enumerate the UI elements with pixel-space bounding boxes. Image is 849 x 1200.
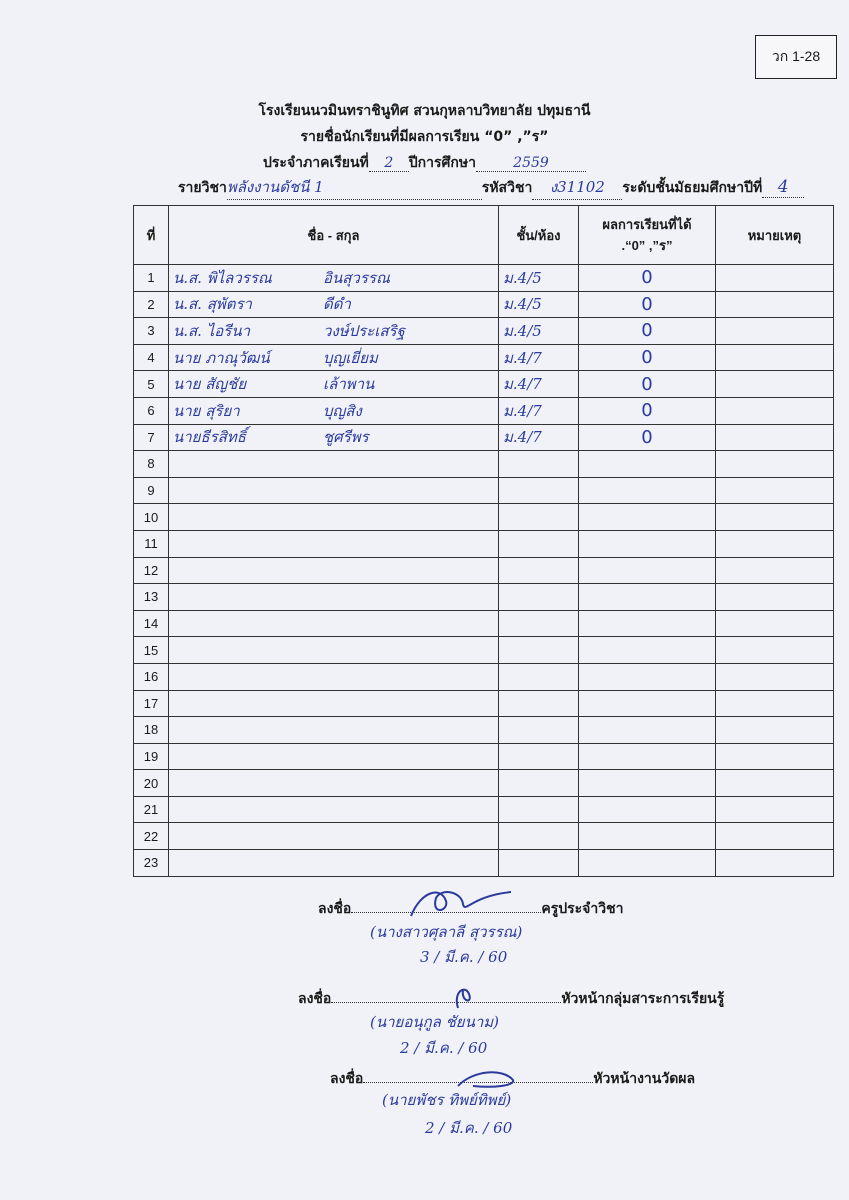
table-header-row xyxy=(134,206,834,265)
row-name xyxy=(169,291,499,318)
row-last-name: ชูศรีพร xyxy=(323,428,369,447)
row-remark xyxy=(716,371,834,398)
row-class xyxy=(499,717,579,744)
row-remark xyxy=(716,823,834,850)
header-result-sub: .“0” ,”ร” xyxy=(621,238,673,253)
row-grade xyxy=(579,637,716,664)
row-no: 5 xyxy=(134,371,169,398)
row-last-name: ดีดำ xyxy=(323,295,351,314)
row-no: 13 xyxy=(134,584,169,611)
sig2-role: หัวหน้ากลุ่มสาระการเรียนรู้ xyxy=(561,990,725,1006)
row-no: 19 xyxy=(134,743,169,770)
row-remark xyxy=(716,796,834,823)
row-class: ม.4/5 xyxy=(499,265,579,292)
header-result xyxy=(579,206,716,265)
sig1-role: ครูประจำวิชา xyxy=(541,900,624,916)
row-class xyxy=(499,770,579,797)
row-last-name: บุญสิง xyxy=(323,401,362,420)
table-row xyxy=(134,717,834,744)
row-no: 12 xyxy=(134,557,169,584)
row-class xyxy=(499,530,579,557)
row-remark xyxy=(716,265,834,292)
subject-code-value: ง31102 xyxy=(532,175,622,200)
header-result-label: ผลการเรียนที่ได้ xyxy=(602,217,692,232)
sig1-date: 3 / มี.ค. / 60 xyxy=(420,948,508,966)
table-row xyxy=(134,770,834,797)
row-grade xyxy=(579,717,716,744)
row-no: 21 xyxy=(134,796,169,823)
row-first-name: น.ส. สุพัตรา xyxy=(173,295,252,314)
row-class xyxy=(499,743,579,770)
school-title: โรงเรียนนวมินทราชินูทิศ สวนกุหลาบวิทยาลัย ปทุมธานี xyxy=(258,103,591,119)
year-label: ปีการศึกษา xyxy=(408,155,476,171)
row-grade: 0 xyxy=(579,371,716,398)
row-class xyxy=(499,796,579,823)
subject-value: พลังงานดัชนี 1 xyxy=(227,175,482,200)
row-class xyxy=(499,823,579,850)
row-no: 9 xyxy=(134,477,169,504)
table-row xyxy=(134,265,834,292)
table-row xyxy=(134,557,834,584)
row-class xyxy=(499,663,579,690)
table-row xyxy=(134,584,834,611)
row-remark xyxy=(716,663,834,690)
row-name xyxy=(169,371,499,398)
row-grade xyxy=(579,690,716,717)
table-row xyxy=(134,451,834,478)
row-remark xyxy=(716,530,834,557)
row-grade xyxy=(579,823,716,850)
row-grade xyxy=(579,557,716,584)
sig2-label: ลงชื่อ xyxy=(298,990,332,1006)
table-row xyxy=(134,743,834,770)
row-first-name: นาย ภาณุวัฒน์ xyxy=(173,348,270,367)
sig3-name: (นายพัชร ทิพย์ทิพย์) xyxy=(382,1091,512,1109)
table-row xyxy=(134,424,834,451)
row-name xyxy=(169,637,499,664)
row-name xyxy=(169,451,499,478)
row-grade: 0 xyxy=(579,424,716,451)
row-class xyxy=(499,584,579,611)
row-remark xyxy=(716,318,834,345)
row-grade xyxy=(579,530,716,557)
row-grade xyxy=(579,770,716,797)
row-class xyxy=(499,690,579,717)
row-grade xyxy=(579,663,716,690)
sig2-name: (นายอนุกูล ชัยนาม) xyxy=(370,1013,500,1031)
row-no: 16 xyxy=(134,663,169,690)
table-row xyxy=(134,504,834,531)
row-grade: 0 xyxy=(579,344,716,371)
row-class: ม.4/7 xyxy=(499,397,579,424)
row-name xyxy=(169,610,499,637)
form-code: วก 1-28 xyxy=(755,35,837,79)
header-class: ชั้น/ห้อง xyxy=(499,206,579,265)
row-name xyxy=(169,770,499,797)
table-row xyxy=(134,318,834,345)
header-no: ที่ xyxy=(134,206,169,265)
row-class xyxy=(499,610,579,637)
student-table xyxy=(133,205,834,877)
row-remark xyxy=(716,610,834,637)
row-remark xyxy=(716,743,834,770)
row-no: 2 xyxy=(134,291,169,318)
row-grade xyxy=(579,477,716,504)
row-no: 8 xyxy=(134,451,169,478)
row-grade: 0 xyxy=(579,318,716,345)
row-no: 1 xyxy=(134,265,169,292)
row-last-name: บุญเยี่ยม xyxy=(323,348,378,367)
row-class: ม.4/5 xyxy=(499,291,579,318)
row-remark xyxy=(716,477,834,504)
row-grade xyxy=(579,610,716,637)
sig2-line xyxy=(298,988,724,1010)
table-row xyxy=(134,477,834,504)
row-name xyxy=(169,557,499,584)
subject-line xyxy=(178,175,804,200)
row-first-name: นายธีรสิทธิ์ xyxy=(173,428,246,447)
row-class xyxy=(499,637,579,664)
row-class: ม.4/7 xyxy=(499,344,579,371)
row-remark xyxy=(716,557,834,584)
table-row xyxy=(134,637,834,664)
row-no: 10 xyxy=(134,504,169,531)
row-class: ม.4/7 xyxy=(499,371,579,398)
row-name xyxy=(169,584,499,611)
row-remark xyxy=(716,637,834,664)
row-no: 18 xyxy=(134,717,169,744)
row-remark xyxy=(716,344,834,371)
row-remark xyxy=(716,451,834,478)
sig3-label: ลงชื่อ xyxy=(330,1070,364,1086)
table-row xyxy=(134,823,834,850)
subject-code-label: รหัสวิชา xyxy=(481,180,533,196)
table-row xyxy=(134,397,834,424)
row-class: ม.4/5 xyxy=(499,318,579,345)
sig3-signature-icon xyxy=(363,1082,593,1083)
row-no: 4 xyxy=(134,344,169,371)
row-first-name: น.ส. พิไลวรรณ xyxy=(173,268,272,287)
row-remark xyxy=(716,291,834,318)
row-name xyxy=(169,690,499,717)
row-name xyxy=(169,265,499,292)
row-remark xyxy=(716,850,834,877)
year-value: 2559 xyxy=(476,155,586,172)
list-title: รายชื่อนักเรียนที่มีผลการเรียน “0” ,”ร” xyxy=(300,129,549,145)
row-first-name: นาย สัญชัย xyxy=(173,375,247,394)
row-remark xyxy=(716,770,834,797)
row-name xyxy=(169,663,499,690)
table-row xyxy=(134,610,834,637)
subject-label: รายวิชา xyxy=(178,180,227,196)
row-name xyxy=(169,318,499,345)
row-no: 22 xyxy=(134,823,169,850)
row-no: 14 xyxy=(134,610,169,637)
semester-value: 2 xyxy=(369,155,409,172)
row-class xyxy=(499,451,579,478)
row-class xyxy=(499,504,579,531)
row-grade xyxy=(579,850,716,877)
row-no: 15 xyxy=(134,637,169,664)
row-name xyxy=(169,530,499,557)
row-name xyxy=(169,850,499,877)
row-name xyxy=(169,823,499,850)
sig3-role: หัวหน้างานวัดผล xyxy=(593,1070,696,1086)
row-name xyxy=(169,717,499,744)
row-remark xyxy=(716,690,834,717)
sig1-label: ลงชื่อ xyxy=(318,900,352,916)
sig2-date: 2 / มี.ค. / 60 xyxy=(400,1039,488,1057)
row-name xyxy=(169,504,499,531)
row-first-name: นาย สุริยา xyxy=(173,401,240,420)
sig3-date: 2 / มี.ค. / 60 xyxy=(425,1119,513,1137)
sig2-signature-icon xyxy=(331,1002,561,1003)
level-label: ระดับชั้นมัธยมศึกษาปีที่ xyxy=(622,180,763,196)
row-no: 7 xyxy=(134,424,169,451)
table-row xyxy=(134,530,834,557)
row-remark xyxy=(716,584,834,611)
table-row xyxy=(134,850,834,877)
row-name xyxy=(169,743,499,770)
row-grade xyxy=(579,451,716,478)
row-class xyxy=(499,557,579,584)
row-no: 23 xyxy=(134,850,169,877)
row-class xyxy=(499,477,579,504)
row-remark xyxy=(716,504,834,531)
row-grade xyxy=(579,796,716,823)
table-row xyxy=(134,690,834,717)
row-grade: 0 xyxy=(579,291,716,318)
row-grade: 0 xyxy=(579,397,716,424)
row-last-name: เล้าพาน xyxy=(323,375,375,394)
semester-label: ประจำภาคเรียนที่ xyxy=(263,155,369,171)
row-name xyxy=(169,397,499,424)
row-last-name: วงษ์ประเสริฐ xyxy=(323,321,405,340)
row-no: 20 xyxy=(134,770,169,797)
table-row xyxy=(134,291,834,318)
row-name xyxy=(169,424,499,451)
sig1-name: (นางสาวศุลาลี สุวรรณ) xyxy=(370,923,523,941)
row-grade xyxy=(579,584,716,611)
header-name: ชื่อ - สกุล xyxy=(169,206,499,265)
sig3-line xyxy=(330,1068,695,1090)
table-row xyxy=(134,344,834,371)
level-value: 4 xyxy=(762,177,804,198)
table-row xyxy=(134,371,834,398)
sig1-signature-icon xyxy=(351,912,541,913)
row-grade xyxy=(579,504,716,531)
row-no: 17 xyxy=(134,690,169,717)
row-remark xyxy=(716,397,834,424)
semester-line xyxy=(0,152,849,174)
row-remark xyxy=(716,717,834,744)
row-grade: 0 xyxy=(579,265,716,292)
row-name xyxy=(169,344,499,371)
row-no: 3 xyxy=(134,318,169,345)
table-row xyxy=(134,663,834,690)
row-name xyxy=(169,796,499,823)
row-last-name: อินสุวรรณ xyxy=(323,268,390,287)
row-first-name: น.ส. ไอรีนา xyxy=(173,321,250,340)
sig1-line xyxy=(318,898,623,920)
row-class xyxy=(499,850,579,877)
row-grade xyxy=(579,743,716,770)
row-remark xyxy=(716,424,834,451)
row-name xyxy=(169,477,499,504)
row-no: 11 xyxy=(134,530,169,557)
header-remark: หมายเหตุ xyxy=(716,206,834,265)
table-row xyxy=(134,796,834,823)
row-class: ม.4/7 xyxy=(499,424,579,451)
row-no: 6 xyxy=(134,397,169,424)
